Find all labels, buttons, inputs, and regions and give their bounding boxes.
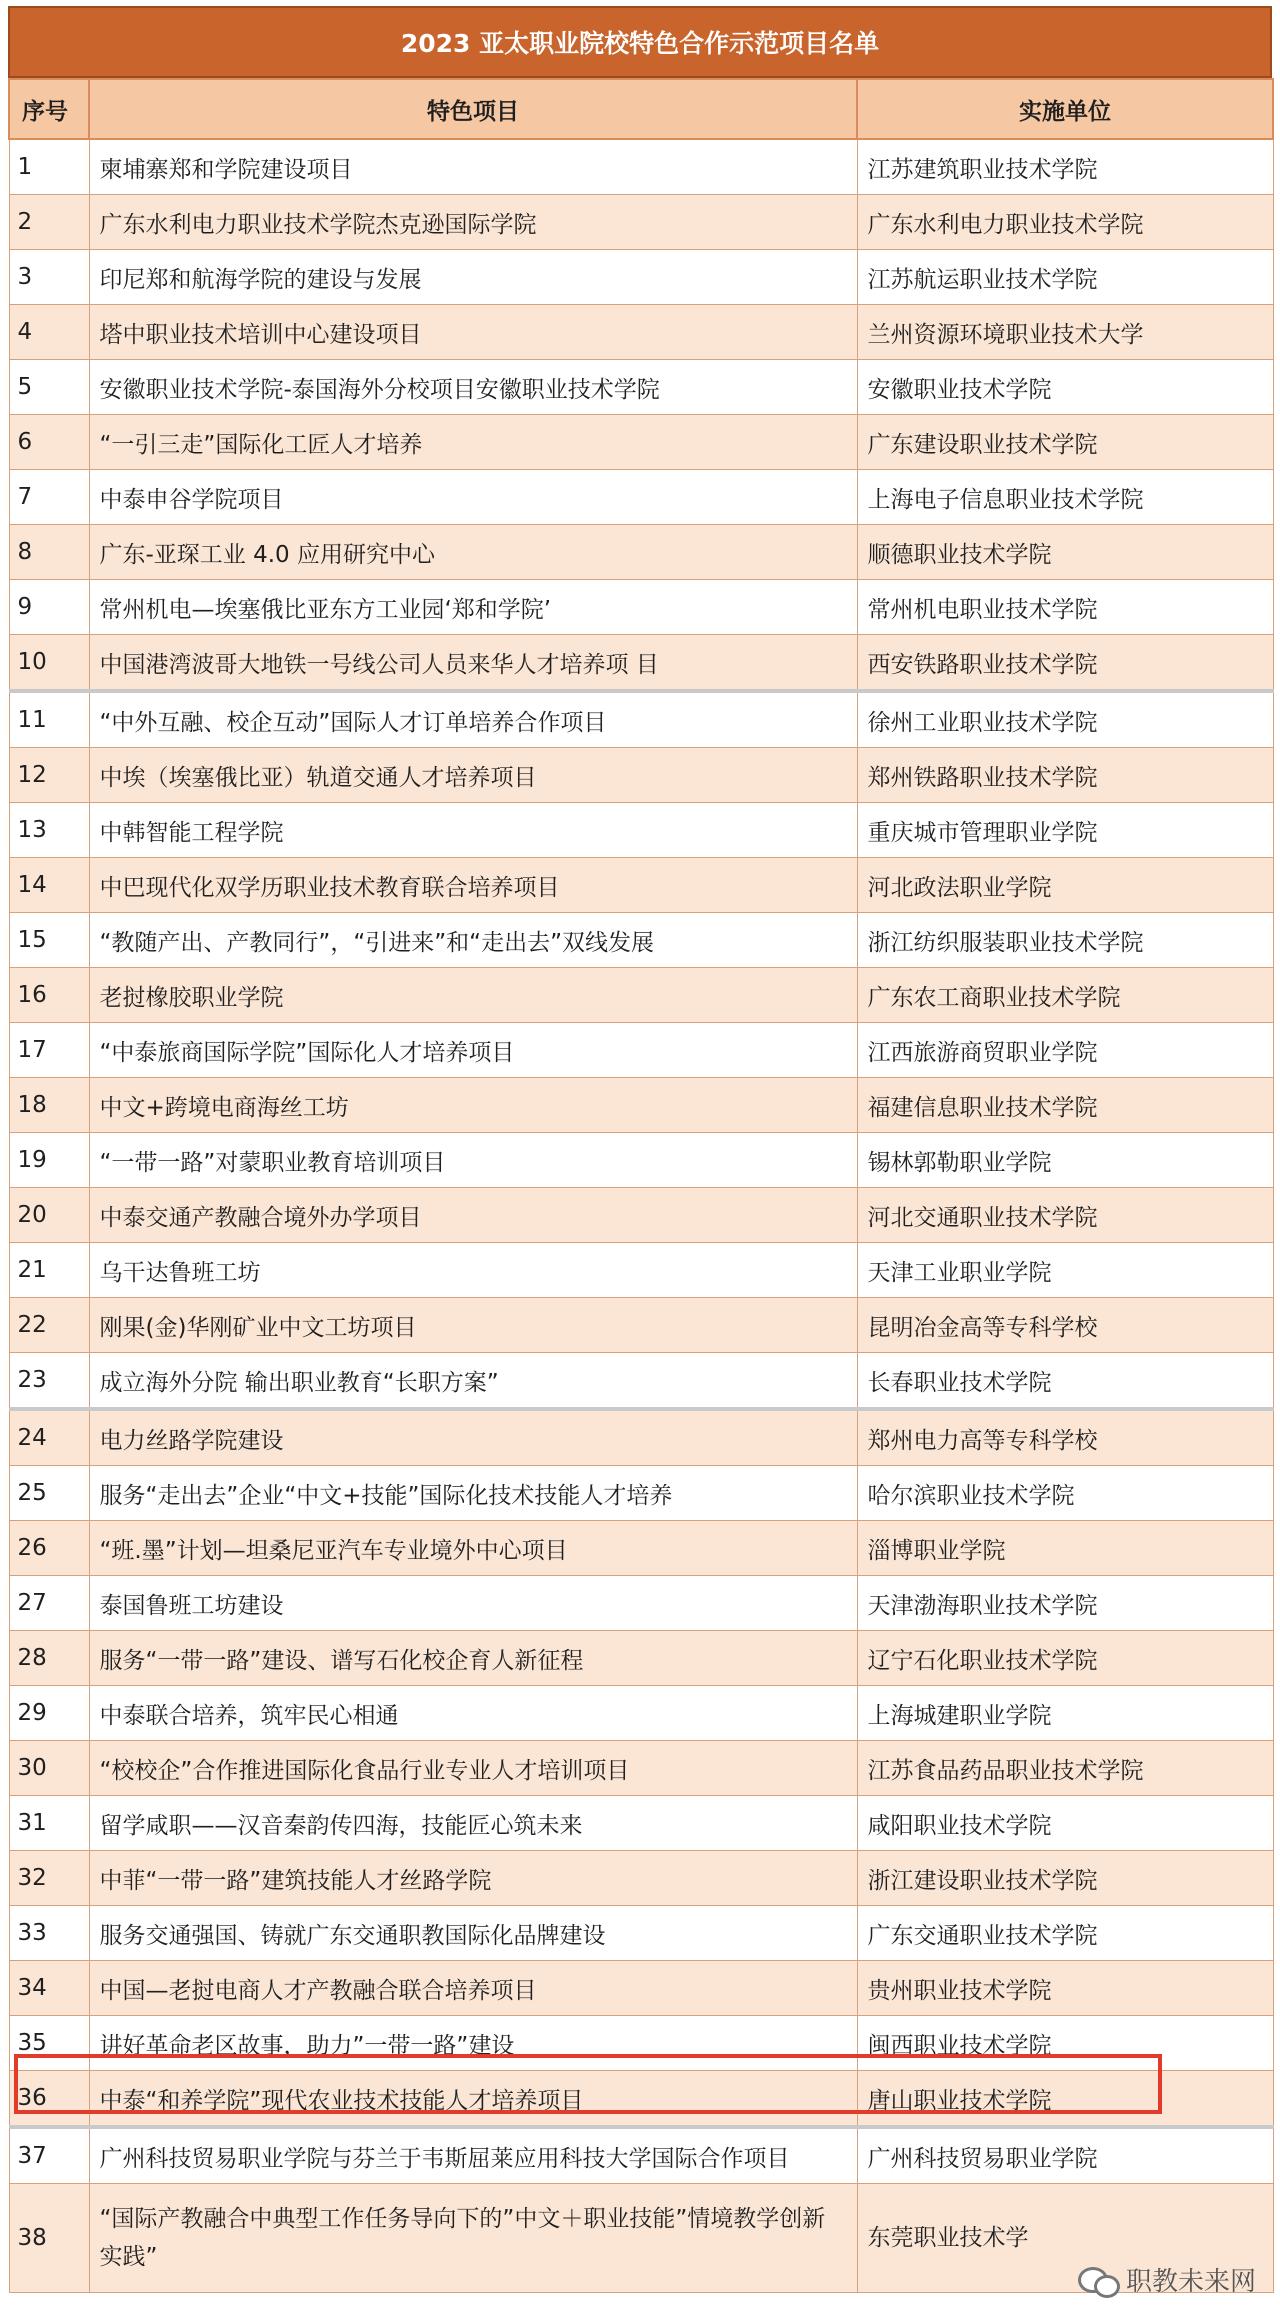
- table-row: [9, 1133, 1273, 1188]
- table-row: [9, 1298, 1273, 1353]
- table-title: 2023 亚太职业院校特色合作示范项目名单: [8, 6, 1272, 78]
- header-project: 特色项目: [89, 79, 857, 139]
- row-project: 安徽职业技术学院-泰国海外分校项目安徽职业技术学院: [89, 360, 857, 415]
- row-project: “中外互融、校企互动”国际人才订单培养合作项目: [89, 691, 857, 748]
- row-unit: 东莞职业技术学: [857, 2184, 1273, 2293]
- row-project: 泰国鲁班工坊建设: [89, 1576, 857, 1631]
- row-project: 中泰“和养学院”现代农业技术技能人才培养项目: [89, 2071, 857, 2128]
- row-project: 广东-亚琛工业 4.0 应用研究中心: [89, 525, 857, 580]
- row-number: 23: [9, 1353, 89, 1410]
- row-unit: 广东建设职业技术学院: [857, 415, 1273, 470]
- row-unit: 昆明冶金高等专科学校: [857, 1298, 1273, 1353]
- table-row: [9, 1188, 1273, 1243]
- row-number: 18: [9, 1078, 89, 1133]
- row-number: 5: [9, 360, 89, 415]
- row-number: 2: [9, 195, 89, 250]
- row-number: 38: [9, 2184, 89, 2293]
- row-project: “班.墨”计划—坦桑尼亚汽车专业境外中心项目: [89, 1521, 857, 1576]
- row-project: 留学咸职——汉音秦韵传四海，技能匠心筑未来: [89, 1796, 857, 1851]
- header-unit: 实施单位: [857, 79, 1273, 139]
- table-row: [9, 1851, 1273, 1906]
- table-row: [9, 415, 1273, 470]
- row-unit: 常州机电职业技术学院: [857, 580, 1273, 635]
- row-unit: 兰州资源环境职业技术大学: [857, 305, 1273, 360]
- row-project: 服务交通强国、铸就广东交通职教国际化品牌建设: [89, 1906, 857, 1961]
- row-unit: 浙江纺织服装职业技术学院: [857, 913, 1273, 968]
- table-body: [9, 139, 1273, 2293]
- row-unit: 锡林郭勒职业学院: [857, 1133, 1273, 1188]
- header-row: [9, 79, 1273, 139]
- table-row: [9, 360, 1273, 415]
- wechat-icon: [1078, 2265, 1118, 2295]
- row-project: 中埃（埃塞俄比亚）轨道交通人才培养项目: [89, 748, 857, 803]
- row-project: 中国—老挝电商人才产教融合联合培养项目: [89, 1961, 857, 2016]
- row-unit: 郑州电力高等专科学校: [857, 1409, 1273, 1466]
- table-row: [9, 2071, 1273, 2128]
- row-number: 29: [9, 1686, 89, 1741]
- row-unit: 贵州职业技术学院: [857, 1961, 1273, 2016]
- row-number: 13: [9, 803, 89, 858]
- row-unit: 淄博职业学院: [857, 1521, 1273, 1576]
- row-number: 11: [9, 691, 89, 748]
- row-project: 中国港湾波哥大地铁一号线公司人员来华人才培养项 目: [89, 635, 857, 692]
- row-unit: 广东农工商职业技术学院: [857, 968, 1273, 1023]
- row-unit: 上海电子信息职业技术学院: [857, 470, 1273, 525]
- row-unit: 广州科技贸易职业学院: [857, 2127, 1273, 2184]
- table-row: [9, 1409, 1273, 1466]
- table-row: [9, 525, 1273, 580]
- row-unit: 浙江建设职业技术学院: [857, 1851, 1273, 1906]
- row-unit: 江苏建筑职业技术学院: [857, 139, 1273, 195]
- row-project: 乌干达鲁班工坊: [89, 1243, 857, 1298]
- row-number: 19: [9, 1133, 89, 1188]
- row-project: 中文+跨境电商海丝工坊: [89, 1078, 857, 1133]
- table-row: [9, 305, 1273, 360]
- row-unit: 河北交通职业技术学院: [857, 1188, 1273, 1243]
- table-row: [9, 1466, 1273, 1521]
- row-project: 印尼郑和航海学院的建设与发展: [89, 250, 857, 305]
- row-project: 老挝橡胶职业学院: [89, 968, 857, 1023]
- row-number: 3: [9, 250, 89, 305]
- row-project: 服务“走出去”企业“中文+技能”国际化技术技能人才培养: [89, 1466, 857, 1521]
- header-no: 序号: [9, 79, 89, 139]
- row-project: “教随产出、产教同行”，“引进来”和“走出去”双线发展: [89, 913, 857, 968]
- table-row: [9, 580, 1273, 635]
- row-unit: 顺德职业技术学院: [857, 525, 1273, 580]
- row-unit: 江苏食品药品职业技术学院: [857, 1741, 1273, 1796]
- row-unit: 福建信息职业技术学院: [857, 1078, 1273, 1133]
- row-project: 电力丝路学院建设: [89, 1409, 857, 1466]
- row-number: 21: [9, 1243, 89, 1298]
- row-project: 中韩智能工程学院: [89, 803, 857, 858]
- row-number: 35: [9, 2016, 89, 2071]
- table-row: [9, 139, 1273, 195]
- table-row: [9, 635, 1273, 692]
- table-row: [9, 2127, 1273, 2184]
- table-row: [9, 1796, 1273, 1851]
- row-number: 17: [9, 1023, 89, 1078]
- row-number: 34: [9, 1961, 89, 2016]
- row-unit: 闽西职业技术学院: [857, 2016, 1273, 2071]
- project-table: [8, 78, 1274, 2293]
- row-unit: 唐山职业技术学院: [857, 2071, 1273, 2128]
- row-unit: 江西旅游商贸职业学院: [857, 1023, 1273, 1078]
- table-row: [9, 858, 1273, 913]
- table-row: [9, 803, 1273, 858]
- table-row: [9, 968, 1273, 1023]
- row-number: 36: [9, 2071, 89, 2128]
- row-number: 24: [9, 1409, 89, 1466]
- row-number: 20: [9, 1188, 89, 1243]
- row-unit: 徐州工业职业技术学院: [857, 691, 1273, 748]
- row-unit: 咸阳职业技术学院: [857, 1796, 1273, 1851]
- row-number: 15: [9, 913, 89, 968]
- row-unit: 辽宁石化职业技术学院: [857, 1631, 1273, 1686]
- row-number: 12: [9, 748, 89, 803]
- table-row: [9, 691, 1273, 748]
- watermark: [1078, 2261, 1256, 2298]
- row-project: “一带一路”对蒙职业教育培训项目: [89, 1133, 857, 1188]
- table-row: [9, 195, 1273, 250]
- row-number: 30: [9, 1741, 89, 1796]
- row-unit: 哈尔滨职业技术学院: [857, 1466, 1273, 1521]
- row-unit: 广东水利电力职业技术学院: [857, 195, 1273, 250]
- row-project: 中巴现代化双学历职业技术教育联合培养项目: [89, 858, 857, 913]
- row-unit: 重庆城市管理职业学院: [857, 803, 1273, 858]
- row-number: 1: [9, 139, 89, 195]
- row-number: 14: [9, 858, 89, 913]
- row-project: 服务“一带一路”建设、谱写石化校企育人新征程: [89, 1631, 857, 1686]
- table-row: [9, 1521, 1273, 1576]
- row-number: 16: [9, 968, 89, 1023]
- row-project: “国际产教融合中典型工作任务导向下的”中文＋职业技能”情境教学创新实践”: [89, 2184, 857, 2293]
- row-number: 27: [9, 1576, 89, 1631]
- table-row: [9, 1631, 1273, 1686]
- row-project: 塔中职业技术培训中心建设项目: [89, 305, 857, 360]
- row-unit: 广东交通职业技术学院: [857, 1906, 1273, 1961]
- row-unit: 河北政法职业学院: [857, 858, 1273, 913]
- row-number: 22: [9, 1298, 89, 1353]
- table-row: [9, 1078, 1273, 1133]
- row-number: 7: [9, 470, 89, 525]
- row-number: 8: [9, 525, 89, 580]
- row-unit: 上海城建职业学院: [857, 1686, 1273, 1741]
- row-number: 6: [9, 415, 89, 470]
- table-row: [9, 1576, 1273, 1631]
- row-project: 中泰申谷学院项目: [89, 470, 857, 525]
- row-project: 中泰交通产教融合境外办学项目: [89, 1188, 857, 1243]
- table-row: [9, 1741, 1273, 1796]
- row-unit: 西安铁路职业技术学院: [857, 635, 1273, 692]
- row-project: 讲好革命老区故事，助力”一带一路”建设: [89, 2016, 857, 2071]
- table-row: [9, 250, 1273, 305]
- row-number: 33: [9, 1906, 89, 1961]
- row-unit: 天津工业职业学院: [857, 1243, 1273, 1298]
- row-unit: 长春职业技术学院: [857, 1353, 1273, 1410]
- row-unit: 江苏航运职业技术学院: [857, 250, 1273, 305]
- table-row: [9, 1353, 1273, 1410]
- row-number: 9: [9, 580, 89, 635]
- table-row: [9, 470, 1273, 525]
- table-row: [9, 1961, 1273, 2016]
- row-number: 4: [9, 305, 89, 360]
- row-project: 刚果(金)华刚矿业中文工坊项目: [89, 1298, 857, 1353]
- row-project: 常州机电—埃塞俄比亚东方工业园‘郑和学院’: [89, 580, 857, 635]
- row-unit: 安徽职业技术学院: [857, 360, 1273, 415]
- row-unit: 天津渤海职业技术学院: [857, 1576, 1273, 1631]
- row-project: 柬埔寨郑和学院建设项目: [89, 139, 857, 195]
- row-project: 中泰联合培养，筑牢民心相通: [89, 1686, 857, 1741]
- table-row: [9, 913, 1273, 968]
- row-project: 广州科技贸易职业学院与芬兰于韦斯屈莱应用科技大学国际合作项目: [89, 2127, 857, 2184]
- row-number: 26: [9, 1521, 89, 1576]
- row-project: 中菲“一带一路”建筑技能人才丝路学院: [89, 1851, 857, 1906]
- row-number: 10: [9, 635, 89, 692]
- document-sheet: [8, 6, 1272, 2318]
- row-project: “校校企”合作推进国际化食品行业专业人才培训项目: [89, 1741, 857, 1796]
- table-row: [9, 1686, 1273, 1741]
- row-number: 31: [9, 1796, 89, 1851]
- row-project: 广东水利电力职业技术学院杰克逊国际学院: [89, 195, 857, 250]
- row-number: 32: [9, 1851, 89, 1906]
- table-row: [9, 1023, 1273, 1078]
- table-row: [9, 1243, 1273, 1298]
- watermark-text: 职教未来网: [1125, 2267, 1256, 2297]
- row-project: “中泰旅商国际学院”国际化人才培养项目: [89, 1023, 857, 1078]
- table-row: [9, 1906, 1273, 1961]
- row-project: 成立海外分院 输出职业教育“长职方案”: [89, 1353, 857, 1410]
- row-number: 37: [9, 2127, 89, 2184]
- table-row: [9, 748, 1273, 803]
- row-number: 25: [9, 1466, 89, 1521]
- table-row: [9, 2016, 1273, 2071]
- row-unit: 郑州铁路职业技术学院: [857, 748, 1273, 803]
- row-project: “一引三走”国际化工匠人才培养: [89, 415, 857, 470]
- row-number: 28: [9, 1631, 89, 1686]
